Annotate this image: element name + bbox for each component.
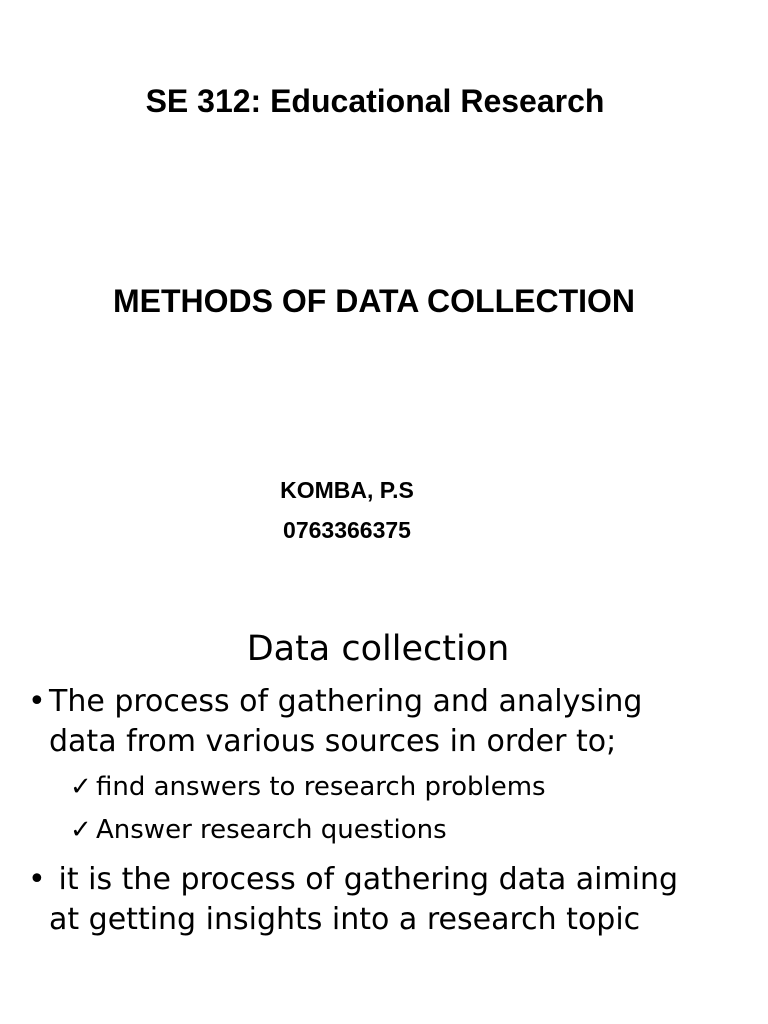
author-block <box>0 470 694 550</box>
slide-title: Data collection <box>246 629 510 669</box>
author-phone: 0763366375 <box>283 517 411 543</box>
checkmark-icon: ✓ <box>70 772 92 802</box>
bullet-text <box>49 682 739 762</box>
bullet-marker: • <box>28 862 46 897</box>
bullet-line: data from various sources in order to; <box>49 724 617 759</box>
bullet-marker: • <box>28 684 46 719</box>
checklist-text: Answer research questions <box>96 815 447 845</box>
bullet-line: it is the process of gathering data aiming <box>49 862 679 897</box>
course-title: SE 312: Educational Research <box>145 83 605 119</box>
checklist-text: find answers to research problems <box>96 772 546 802</box>
bullet-line: The process of gathering and analysing <box>49 684 643 719</box>
checkmark-icon: ✓ <box>70 815 92 845</box>
bullet-line: at getting insights into a research topic <box>49 902 641 937</box>
topic-title: METHODS OF DATA COLLECTION <box>112 283 636 319</box>
bullet-text <box>49 860 739 940</box>
author-name: KOMBA, P.S <box>280 477 414 503</box>
content-slide <box>0 600 768 1024</box>
